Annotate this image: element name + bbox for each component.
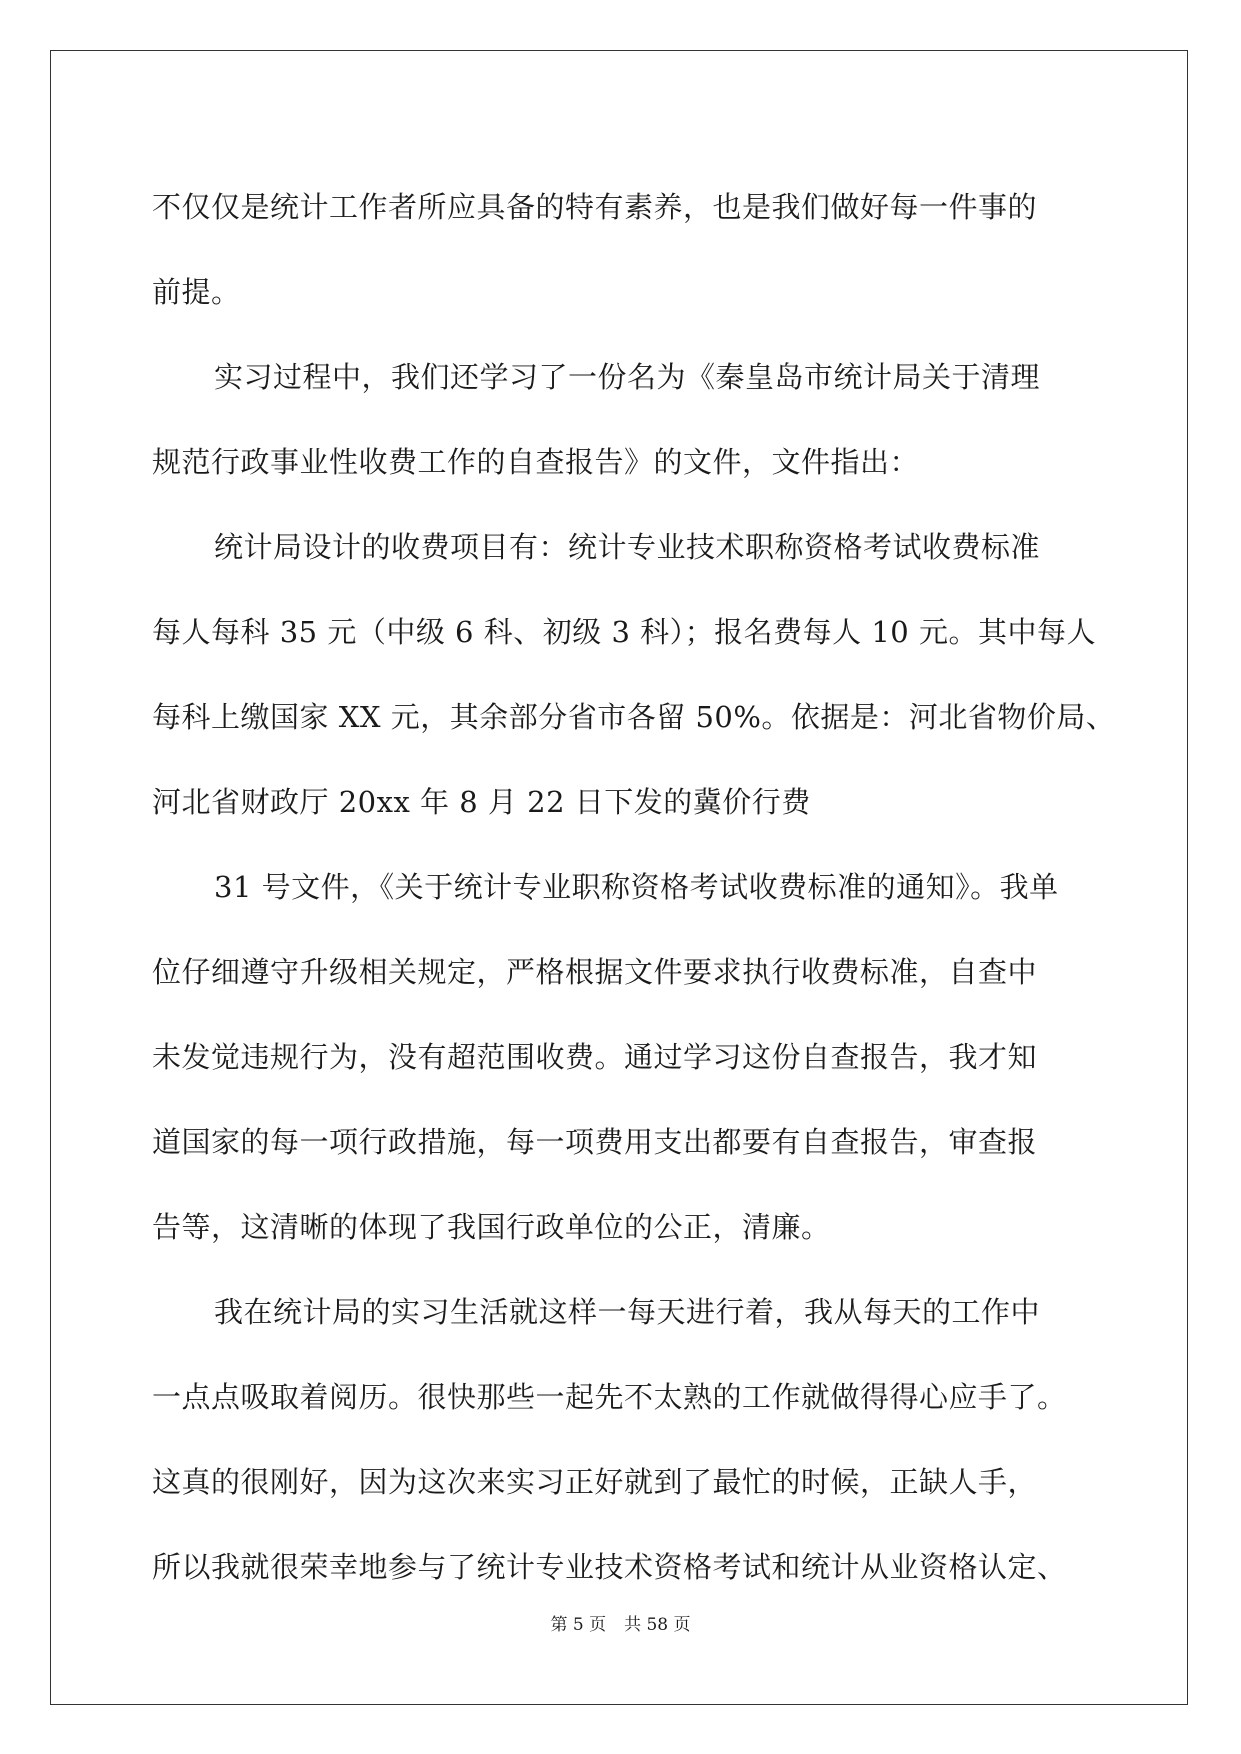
text-line: 河北省财政厅 20xx 年 8 月 22 日下发的冀价行费 — [152, 785, 811, 819]
text-line: 道国家的每一项行政措施，每一项费用支出都要有自查报告，审查报 — [152, 1125, 1038, 1159]
text-line: 不仅仅是统计工作者所应具备的特有素养，也是我们做好每一件事的 — [152, 190, 1038, 224]
page-footer — [0, 1614, 1241, 1636]
page-number: 第 5 页 — [550, 1615, 607, 1635]
paragraph-start-line: 统计局设计的收费项目有：统计专业技术职称资格考试收费标准 — [214, 530, 1041, 564]
text-line: 这真的很刚好，因为这次来实习正好就到了最忙的时候，正缺人手， — [152, 1465, 1038, 1499]
text-line: 前提。 — [152, 275, 241, 309]
text-line: 规范行政事业性收费工作的自查报告》的文件，文件指出： — [152, 445, 920, 479]
text-line: 每科上缴国家 XX 元，其余部分省市各留 50%。依据是：河北省物价局、 — [152, 700, 1116, 734]
paragraph-start-line: 实习过程中，我们还学习了一份名为《秦皇岛市统计局关于清理 — [214, 360, 1041, 394]
paragraph-start-line: 我在统计局的实习生活就这样一每天进行着，我从每天的工作中 — [214, 1295, 1041, 1329]
text-line: 位仔细遵守升级相关规定，严格根据文件要求执行收费标准，自查中 — [152, 955, 1038, 989]
text-line: 告等，这清晰的体现了我国行政单位的公正，清廉。 — [152, 1210, 831, 1244]
paragraph-start-line: 31 号文件，《关于统计专业职称资格考试收费标准的通知》。我单 — [214, 870, 1059, 904]
document-body — [152, 165, 1116, 1610]
text-line: 每人每科 35 元（中级 6 科、初级 3 科）；报名费每人 10 元。其中每人 — [152, 615, 1096, 649]
total-pages: 共 58 页 — [624, 1615, 691, 1635]
text-line: 一点点吸取着阅历。很快那些一起先不太熟的工作就做得得心应手了。 — [152, 1380, 1067, 1414]
text-line: 所以我就很荣幸地参与了统计专业技术资格考试和统计从业资格认定、 — [152, 1550, 1067, 1584]
text-line: 未发觉违规行为，没有超范围收费。通过学习这份自查报告，我才知 — [152, 1040, 1038, 1074]
